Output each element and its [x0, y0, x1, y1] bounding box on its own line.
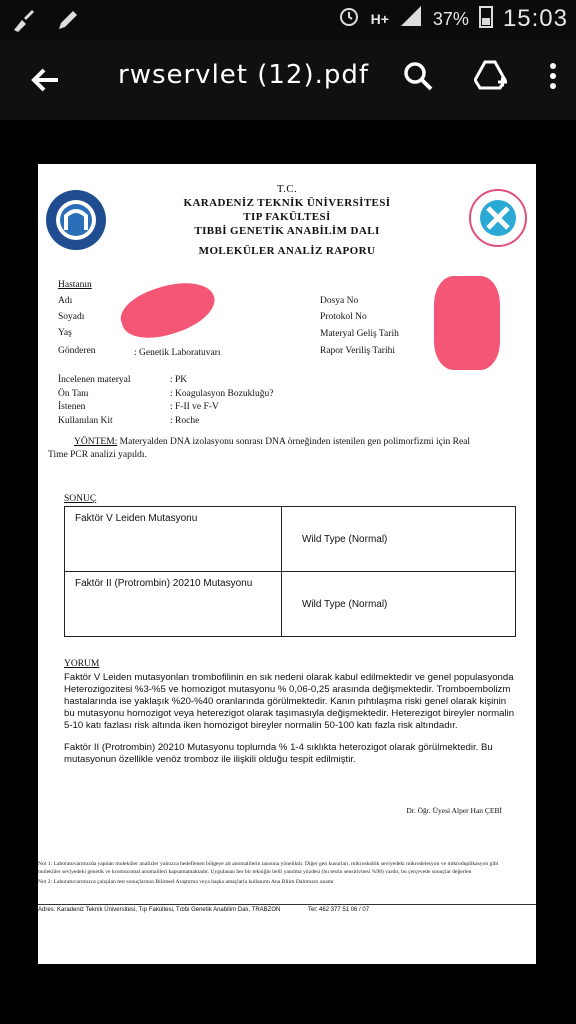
redaction-mark — [115, 272, 221, 347]
header-line: T.C. — [276, 183, 298, 195]
network-type: H+ — [370, 11, 389, 27]
protocol-no-label: Protokol No — [320, 312, 367, 322]
document-title: rwservlet (12).pdf — [118, 60, 370, 90]
method-label: YÖNTEM: — [74, 437, 118, 447]
comment-paragraph: Faktör V Leiden mutasyonları trombofilinin en sık nedeni olarak kabul edilmektedir ve genel populasyonda Heterozigozitesi %3-%5 ve homozigot mutasyonu % 0,06-0,25 arasında değişmektedir. Tromboembolizm hastalarında ise yaklaşık %20-%40 oranlarında görülmektedir. Kanın pıhtılaşma riski genel olarak kişinin bu mutasyonu homozigot veya heterezigot olarak taşımasıyla değişmektedir. Heterezigot bireyler normalin 5-10 katı fazlası risk altında iken homozigot bireyler normalin 50-100 katı fazla risk altındadır. — [64, 672, 515, 731]
arrival-date-label: Materyal Geliş Tarih — [320, 329, 399, 339]
method-text: Materyalden DNA izolasyonu sonrası DNA örneğinden istenilen gen polimorfizmi için Real Time PCR analizi yapıldı. — [48, 437, 471, 460]
info-labels — [58, 374, 131, 428]
patient-section-label: Hastanın — [58, 280, 92, 290]
pdf-viewer[interactable] — [0, 120, 576, 1024]
name-label: Adı — [58, 296, 73, 306]
signal-icon — [399, 4, 423, 34]
sender-label: Gönderen — [58, 346, 96, 356]
footnote: Not 1: Laboratuvarımızda yapılan moleküler analizler yalnızca hedeflenen bölgeye ait anomalilerin tanısına yöneliktir. Diğer gen kusurları, mikroskobik seviyedeki mikrodelesyon ve mikroduplikasyon gibi moleküler seviyedeki genetik ve kromozomal anomalileri kapsamamaktadır. Uygulanan her bir tekniğin belli yanılma yüzdesi (hu testin sensitivitesi %98) vardır, bu çerçevede sonuçlar değerlen — [38, 861, 499, 875]
test-result: Wild Type (Normal) — [282, 572, 516, 637]
test-result: Wild Type (Normal) — [282, 507, 516, 572]
battery-percent: 37% — [432, 8, 469, 29]
table-row — [65, 572, 516, 637]
search-icon[interactable] — [402, 60, 434, 97]
add-to-drive-icon[interactable] — [474, 60, 508, 97]
comment-section — [64, 658, 516, 766]
report-header — [38, 182, 536, 258]
report-title: MOLEKÜLER ANALİZ RAPORU — [198, 245, 376, 257]
header-line: KARADENİZ TEKNİK ÜNİVERSİTESİ — [183, 197, 391, 209]
info-label: İncelenen materyal — [58, 375, 131, 385]
info-value: : Koagulasyon Bozukluğu? — [170, 388, 274, 399]
clock: 15:03 — [502, 5, 568, 32]
redaction-mark — [434, 276, 500, 370]
info-label: İstenen — [58, 402, 86, 412]
info-value: : F-II ve F-V — [170, 402, 219, 412]
result-table — [64, 506, 516, 637]
test-name: Faktör II (Protrombin) 20210 Mutasyonu — [65, 572, 282, 637]
back-arrow-icon[interactable] — [28, 62, 64, 98]
pencil-icon — [54, 6, 82, 39]
more-options-icon[interactable] — [548, 61, 558, 96]
report-date-label: Rapor Veriliş Tarihi — [320, 346, 395, 356]
comment-paragraph: Faktör II (Protrombin) 20210 Mutasyonu toplumda % 1-4 sıklıkta heterozigot olarak görülmektedir. Bu mutasyonun özellikle venöz tromboz ile ilişkili olduğu tespit edilmiştir. — [64, 742, 493, 765]
test-name: Faktör V Leiden Mutasyonu — [65, 507, 282, 572]
footnotes — [38, 860, 508, 886]
address: Adres: Karadeniz Teknik Üniversitesi, Tıp Fakültesi, Tıbbi Genetik Anabilim Dalı, TRABZON — [38, 907, 281, 913]
result-label: SONUÇ — [64, 494, 97, 504]
method-paragraph — [48, 436, 488, 462]
info-label: Kullanılan Kit — [58, 415, 113, 426]
file-no-label: Dosya No — [320, 296, 359, 306]
comment-label: YORUM — [64, 659, 100, 669]
signature: Dr. Öğr. Üyesi Alper Han ÇEBİ — [406, 806, 502, 815]
status-bar — [0, 0, 576, 40]
info-value: : PK — [170, 375, 188, 385]
surname-label: Soyadı — [58, 312, 85, 322]
age-label: Yaş — [58, 328, 72, 338]
broom-icon — [10, 6, 38, 39]
footnote: Not 2: Laboratuvarımızca çalışılan test sonuçlarının Bilimsel Araştırma veya başka amaçlarla kullanımı Ana Bilim Dalımızın onamı — [38, 879, 334, 885]
header-line: TIP FAKÜLTESİ — [243, 211, 331, 223]
alarm-icon — [337, 4, 361, 34]
address-footer — [38, 904, 536, 913]
info-value: : Roche — [170, 415, 200, 426]
table-row — [65, 507, 516, 572]
battery-icon — [479, 4, 493, 34]
phone: Tel: 462 377 51 06 / 07 — [308, 907, 370, 913]
sender-value: : Genetik Laboratuvarı — [134, 348, 221, 358]
pdf-page — [38, 164, 536, 964]
header-line: TIBBİ GENETİK ANABİLİM DALI — [194, 225, 380, 237]
info-values — [170, 374, 273, 428]
app-bar — [0, 40, 576, 120]
info-label: Ön Tanı — [58, 388, 89, 399]
